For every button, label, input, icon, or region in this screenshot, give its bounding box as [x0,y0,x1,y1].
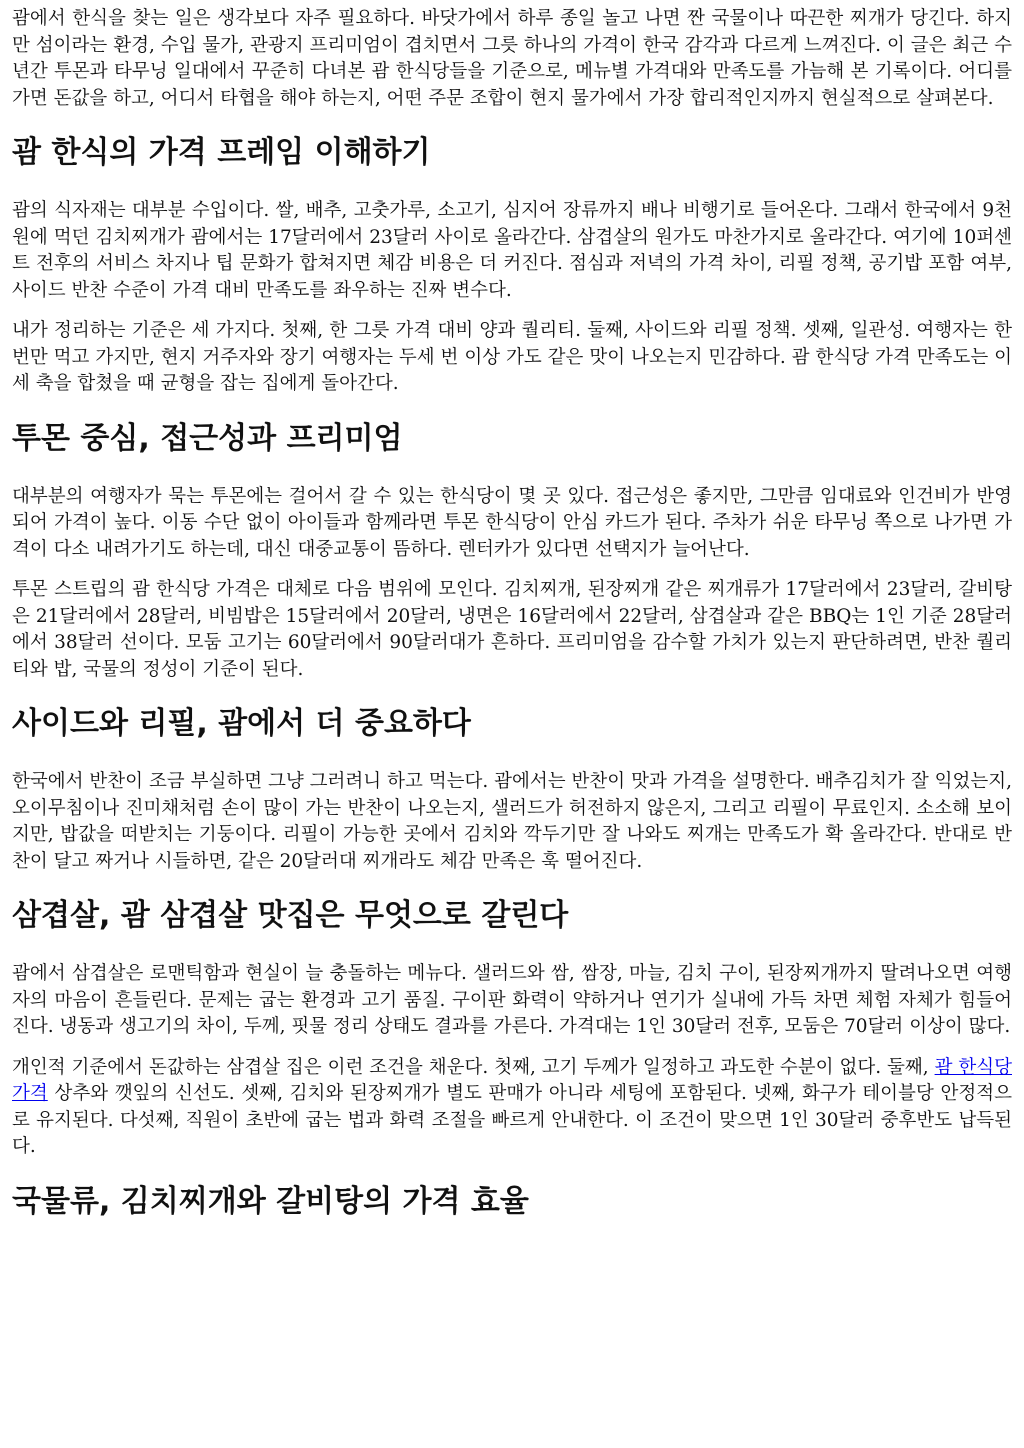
sides-refill-paragraph-1: 한국에서 반찬이 조금 부실하면 그냥 그러려니 하고 먹는다. 괌에서는 반찬이 맛과 가격을 설명한다. 배추김치가 잘 익었는지, 오이무침이나 진미채처럼 손이 많이 가는 반찬이 나오는지, 샐러드가 허전하지 않은지, 그리고 리필이 무료인지. 소소해 보이지만, 밥값을 떠받치는 기둥이다. 리필이 가능한 곳에서 김치와 깍두기만 잘 나와도 찌개는 만족도가 확 올라간다. 반대로 반찬이 달고 짜거나 시들하면, 같은 20달러대 찌개라도 체감 만족은 훅 떨어진다. [12,771,1012,872]
intro-paragraph: 괌에서 한식을 찾는 일은 생각보다 자주 필요하다. 바닷가에서 하루 종일 놀고 나면 짠 국물이나 따끈한 찌개가 당긴다. 하지만 섬이라는 환경, 수입 물가, 관광지 프리미엄이 겹치면서 그릇 하나의 가격이 한국 감각과 다르게 느껴진다. 이 글은 최근 수년간 투몬과 타무닝 일대에서 꾸준히 다녀본 괌 한식당들을 기준으로, 메뉴별 가격대와 만족도를 가늠해 본 기록이다. 어디를 가면 돈값을 하고, 어디서 타협을 해야 하는지, 어떤 주문 조합이 현지 물가에서 가장 합리적인지까지 현실적으로 살펴본다. [12,8,1012,109]
tumon-paragraph-1: 대부분의 여행자가 묵는 투몬에는 걸어서 갈 수 있는 한식당이 몇 곳 있다. 접근성은 좋지만, 그만큼 임대료와 인건비가 반영되어 가격이 높다. 이동 수단 없이 아이들과 함께라면 투몬 한식당이 안심 카드가 된다. 주차가 쉬운 타무닝 쪽으로 나가면 가격이 다소 내려가기도 하는데, 대신 대중교통이 뜸하다. 렌터카가 있다면 선택지가 늘어난다. [12,485,1012,560]
section-heading-price-frame: 괌 한식의 가격 프레임 이해하기 [12,135,431,170]
section-heading-sides-refill: 사이드와 리필, 괌에서 더 중요하다 [12,706,471,741]
samgyeopsal-paragraph-1: 괌에서 삼겹살은 로맨틱함과 현실이 늘 충돌하는 메뉴다. 샐러드와 쌈, 쌈장, 마늘, 김치 구이, 된장찌개까지 딸려나오면 여행자의 마음이 흔들린다. 문제는 굽는 환경과 고기 품질. 구이판 화력이 약하거나 연기가 실내에 가득 차면 체험 자체가 힘들어진다. 냉동과 생고기의 차이, 두께, 핏물 정리 상태도 결과를 가른다. 가격대는 1인 30달러 전후, 모둠은 70달러 이상이 많다. [12,963,1012,1037]
section-heading-soups: 국물류, 김치찌개와 갈비탕의 가격 효율 [12,1183,529,1219]
samgyeopsal-paragraph-2-text-before: 개인적 기준에서 돈값하는 삼겹살 집은 이런 조건을 채운다. 첫째, 고기 두께가 일정하고 과도한 수분이 없다. 둘째, [12,1056,935,1078]
guam-korean-restaurant-price-link[interactable]: 괌 한식당 가격 [12,1056,1012,1104]
tumon-paragraph-2: 투몬 스트립의 괌 한식당 가격은 대체로 다음 범위에 모인다. 김치찌개, 된장찌개 같은 찌개류가 17달러에서 23달러, 갈비탕은 21달러에서 28달러, 비빔밥은 15달러에서 20달러, 냉면은 16달러에서 22달러, 삼겹살과 같은 BBQ는 1인 기준 28달러에서 38달러 선이다. 모둠 고기는 60달러에서 90달러대가 흔하다. 프리미엄을 감수할 가치가 있는지 판단하려면, 반찬 퀄리티와 밥, 국물의 정성이 기준이 된다. [12,579,1012,680]
section-heading-tumon: 투몬 중심, 접근성과 프리미엄 [12,420,403,456]
price-frame-paragraph-2: 내가 정리하는 기준은 세 가지다. 첫째, 한 그릇 가격 대비 양과 퀄리티. 둘째, 사이드와 리필 정책. 셋째, 일관성. 여행자는 한 번만 먹고 가지만, 현지 거주자와 장기 여행자는 두세 번 이상 가도 같은 맛이 나오는지 민감하다. 괌 한식당 가격 만족도는 이 세 축을 합쳤을 때 균형을 잡는 집에게 돌아간다. [12,320,1012,394]
section-heading-samgyeopsal: 삼겹살, 괌 삼겹살 맛집은 무엇으로 갈린다 [12,898,569,933]
samgyeopsal-paragraph-2-text-after: 상추와 깻잎의 신선도. 셋째, 김치와 된장찌개가 별도 판매가 아니라 세팅에 포함된다. 넷째, 화구가 테이블당 안정적으로 유지된다. 다섯째, 직원이 초반에 굽는 법과 화력 조절을 빠르게 안내한다. 이 조건이 맞으면 1인 30달러 중후반도 납득된다. [12,1083,1012,1157]
price-frame-paragraph-1: 괌의 식자재는 대부분 수입이다. 쌀, 배추, 고춧가루, 소고기, 심지어 장류까지 배나 비행기로 들어온다. 그래서 한국에서 9천 원에 먹던 김치찌개가 괌에서는 17달러에서 23달러 사이로 올라간다. 삼겹살의 원가도 마찬가지로 올라간다. 여기에 10퍼센트 전후의 서비스 차지나 팁 문화가 합쳐지면 체감 비용은 더 커진다. 점심과 저녁의 가격 차이, 리필 정책, 공기밥 포함 여부, 사이드 반찬 수준이 가격 대비 만족도를 좌우하는 진짜 변수다. [12,200,1012,301]
samgyeopsal-paragraph-2 [12,1055,1012,1161]
